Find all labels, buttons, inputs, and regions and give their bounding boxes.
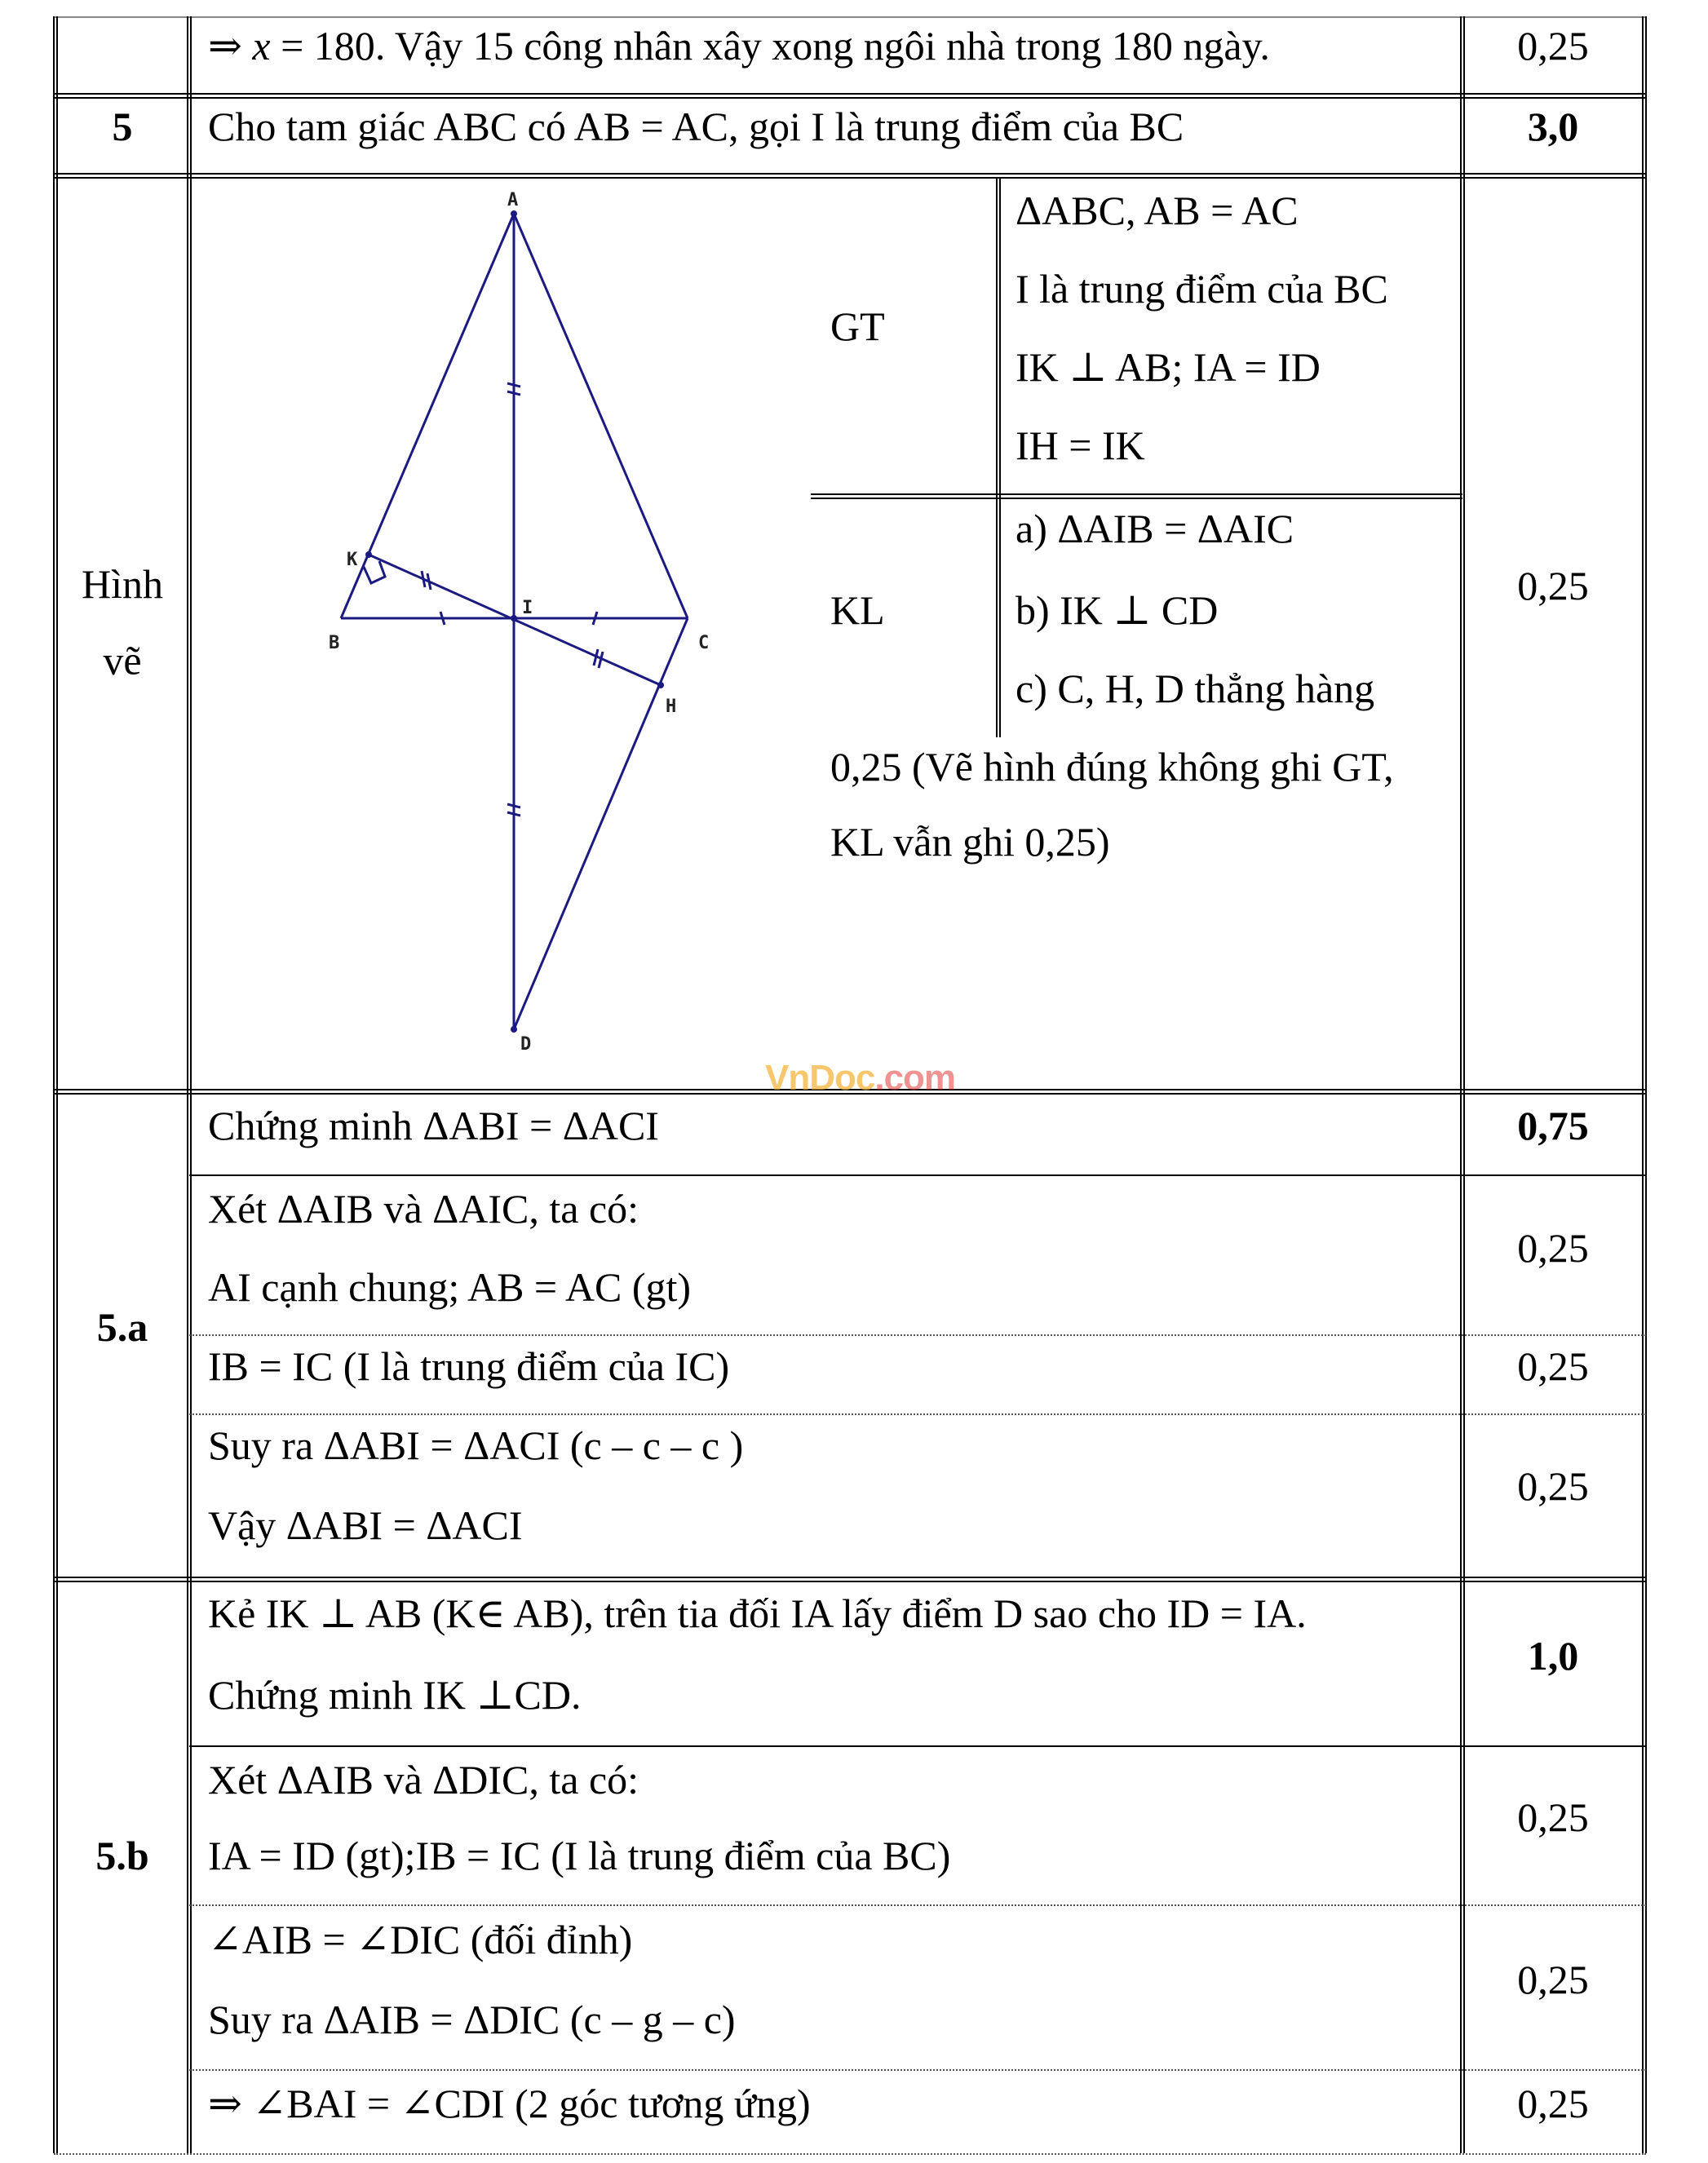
gt-item: IK ⊥ AB; IA = ID (1016, 344, 1321, 390)
kl-item: b) IK ⊥ CD (1016, 587, 1219, 633)
point-label-h: H (666, 697, 677, 717)
step-text: Suy ra ΔABI = ΔACI (c – c – c ) (208, 1422, 744, 1468)
step-text: IB = IC (I là trung điểm của IC) (208, 1343, 730, 1389)
implies-symbol: ⇒ (208, 23, 242, 69)
question-score: 3,0 (1527, 104, 1579, 149)
step-text: AI cạnh chung; AB = AC (gt) (208, 1264, 692, 1310)
step-text: Xét ΔAIB và ΔAIC, ta có: (208, 1186, 639, 1232)
step-score: 0,25 (1517, 1225, 1589, 1271)
step-score: 0,75 (1517, 1103, 1589, 1148)
kl-item: a) ΔAIB = ΔAIC (1016, 506, 1294, 551)
step-text: Vậy ΔABI = ΔACI (208, 1502, 523, 1548)
gt-item: ΔABC, AB = AC (1016, 188, 1299, 233)
step-text: Suy ra ΔAIB = ΔDIC (c – g – c) (208, 1997, 736, 2042)
kl-label: KL (830, 587, 885, 633)
variable-x: x (252, 23, 271, 69)
row-divider (54, 1577, 1646, 1582)
point-label-d: D (520, 1034, 532, 1055)
figure-score: 0,25 (1517, 563, 1589, 608)
row-divider (189, 1745, 1646, 1747)
step-text: Chứng minh ΔABI = ΔACI (208, 1103, 659, 1148)
step-text: Kẻ IK ⊥ AB (K∈ AB), trên tia đối IA lấy điểm D sao cho ID = IA. (208, 1590, 1307, 1636)
step-text: IA = ID (gt);IB = IC (I là trung điểm của BC) (208, 1833, 951, 1878)
prev-row-content: ⇒ x = 180. Vậy 15 công nhân xây xong ngôi nhà trong 180 ngày. (208, 23, 1270, 69)
row-divider (54, 173, 1646, 179)
step-text: ⇒ ∠BAI = ∠CDI (2 góc tương ứng) (208, 2081, 811, 2126)
row-divider-dotted (189, 1413, 1646, 1415)
watermark-logo: VnDoc.com (765, 1058, 956, 1098)
point-label-c: C (698, 633, 710, 653)
step-text: ∠AIB = ∠DIC (đối đỉnh) (208, 1917, 633, 1962)
row-divider (54, 93, 1646, 99)
step-score: 0,25 (1517, 2081, 1589, 2126)
gt-item: I là trung điểm của BC (1016, 266, 1388, 312)
point-label-a: A (507, 190, 519, 210)
point-label-b: B (329, 633, 340, 653)
question-text: Cho tam giác ABC có AB = AC, gọi I là trung điểm của BC (208, 104, 1184, 149)
prev-row-score: 0,25 (1517, 23, 1589, 69)
step-score: 0,25 (1517, 1463, 1589, 1509)
step-score: 0,25 (1517, 1794, 1589, 1840)
figure-label-line1: Hình (82, 561, 163, 607)
point-label-k: K (347, 550, 358, 570)
figure-note-line2: KL vẫn ghi 0,25) (830, 819, 1110, 865)
geometry-figure (310, 179, 734, 1077)
step-score: 0,25 (1517, 1957, 1589, 2002)
question-number: 5 (112, 104, 133, 149)
step-text: Chứng minh IK ⊥CD. (208, 1672, 582, 1718)
step-text: Xét ΔAIB và ΔDIC, ta có: (208, 1757, 639, 1802)
section-number-5b: 5.b (95, 1833, 149, 1878)
row-divider-dotted (189, 1334, 1646, 1336)
table-top-border (54, 16, 1646, 18)
row-divider-dotted (189, 1904, 1646, 1906)
gtkl-row-divider (811, 493, 1462, 499)
gt-item: IH = IK (1016, 422, 1145, 468)
step-score: 0,25 (1517, 1343, 1589, 1389)
step-score: 1,0 (1527, 1633, 1579, 1679)
gtkl-divider (996, 178, 1001, 737)
figure-note-line1: 0,25 (Vẽ hình đúng không ghi GT, (830, 744, 1394, 790)
gt-label: GT (830, 303, 885, 349)
table-bottom-border (54, 2153, 1646, 2155)
row-divider-dotted (189, 2069, 1646, 2071)
figure-label-line2: vẽ (103, 638, 142, 683)
kl-item: c) C, H, D thẳng hàng (1016, 666, 1375, 711)
row-divider (189, 1174, 1646, 1176)
point-label-i: I (522, 598, 533, 618)
section-number-5a: 5.a (96, 1304, 148, 1350)
